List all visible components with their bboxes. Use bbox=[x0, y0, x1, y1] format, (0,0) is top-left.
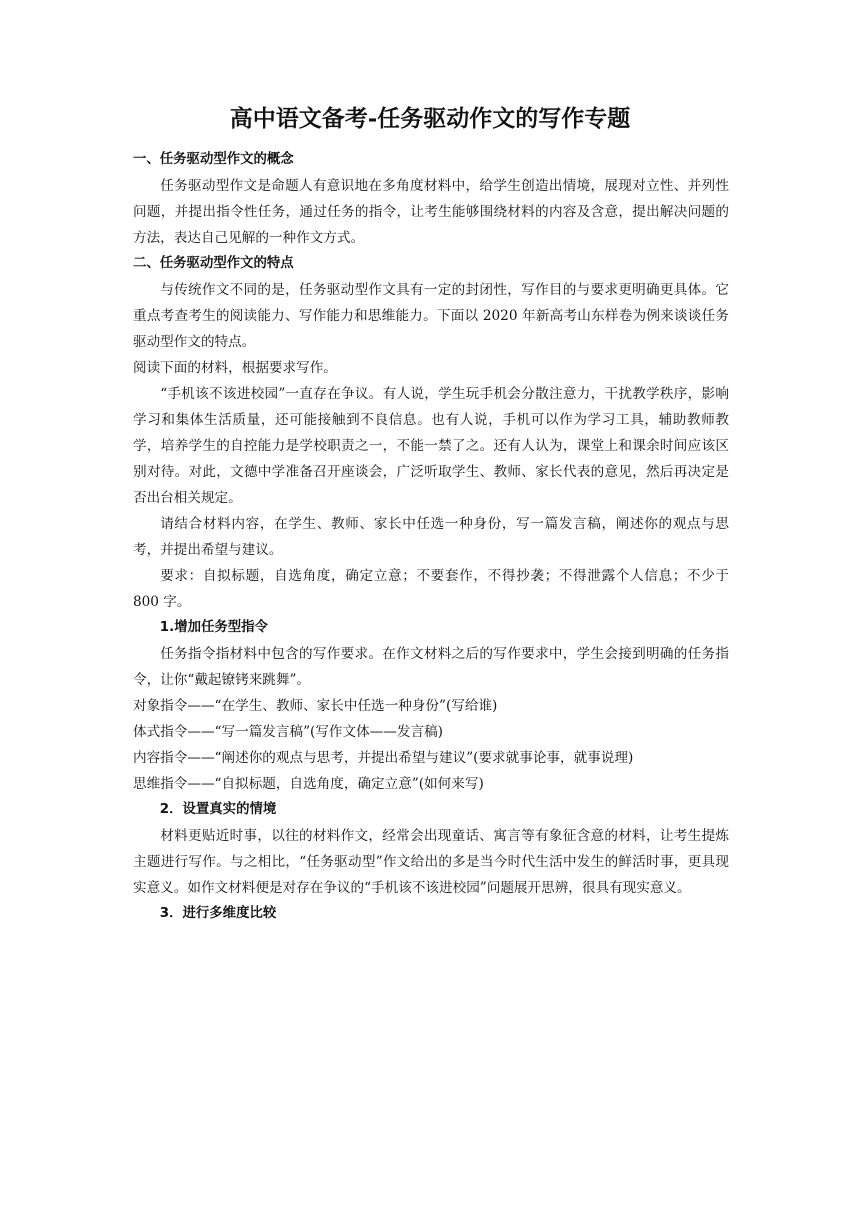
subheading-multi-dimension: 3．进行多维度比较 bbox=[159, 906, 277, 921]
paragraph-material: “手机该不该进校园”一直存在争议。有人说，学生玩手机会分散注意力，干扰教学秩序，影响学习和集体生活质量，还可能接触到不良信息。也有人说，手机可以作为学习工具，辅助教师教学，培养学生的自控能力是学校职责之一，不能一禁了之。还有人认为，课堂上和课余时间应该区别对待。对此，文德中学准备召开座谈会，广泛听取学生、教师、家长代表的意见，然后再决定是否出台相关规定。 bbox=[133, 386, 729, 506]
subheading-task-instructions: 1.增加任务型指令 bbox=[159, 620, 268, 635]
paragraph-task: 请结合材料内容，在学生、教师、家长中任选一种身份，写一篇发言稿，阐述你的观点与思考，并提出希望与建议。 bbox=[133, 516, 729, 558]
paragraph-real-situation: 材料更贴近时事，以往的材料作文，经常会出现童话、寓言等有象征含意的材料，让考生提炼主题进行写作。与之相比，“任务驱动型”作文给出的多是当今时代生活中发生的鲜活时事，更具现实意义。如作文材料便是对存在争议的“手机该不该进校园”问题展开思辨，很具有现实意义。 bbox=[133, 828, 729, 896]
section-heading-concept: 一、任务驱动型作文的概念 bbox=[133, 152, 294, 167]
document-title: 高中语文备考-任务驱动作文的写作专题 bbox=[229, 105, 631, 132]
section-heading-features: 二、任务驱动型作文的特点 bbox=[133, 256, 294, 271]
paragraph-concept: 任务驱动型作文是命题人有意识地在多角度材料中，给学生创造出情境，展现对立性、并列性问题，并提出指令性任务，通过任务的指令，让考生能够围绕材料的内容及含意，提出解决问题的方法，表达自己见解的一种作文方式。 bbox=[133, 178, 729, 246]
subheading-real-situation: 2．设置真实的情境 bbox=[159, 802, 277, 817]
instruction-object: 对象指令——“在学生、教师、家长中任选一种身份”(写给谁) bbox=[133, 698, 498, 714]
paragraph-features-intro: 与传统作文不同的是，任务驱动型作文具有一定的封闭性，写作目的与要求更明确更具体。它重点考查考生的阅读能力、写作能力和思维能力。下面以 2020 年新高考山东样卷为例来谈谈任务驱动型作文的特点。 bbox=[133, 282, 729, 350]
instruction-thinking: 思维指令——“自拟标题，自选角度，确定立意”(如何来写) bbox=[133, 776, 484, 792]
instruction-genre: 体式指令——“写一篇发言稿”(写作文体——发言稿) bbox=[133, 724, 443, 740]
paragraph-task-instructions: 任务指令指材料中包含的写作要求。在作文材料之后的写作要求中，学生会接到明确的任务指令，让你“戴起镣铐来跳舞”。 bbox=[133, 646, 729, 688]
paragraph-read-material: 阅读下面的材料，根据要求写作。 bbox=[133, 360, 337, 376]
instruction-content: 内容指令——“阐述你的观点与思考，并提出希望与建议”(要求就事论事，就事说理) bbox=[133, 750, 634, 766]
paragraph-requirements: 要求：自拟标题，自选角度，确定立意；不要套作，不得抄袭；不得泄露个人信息；不少于 800 字。 bbox=[133, 568, 729, 610]
document-body bbox=[133, 147, 729, 927]
